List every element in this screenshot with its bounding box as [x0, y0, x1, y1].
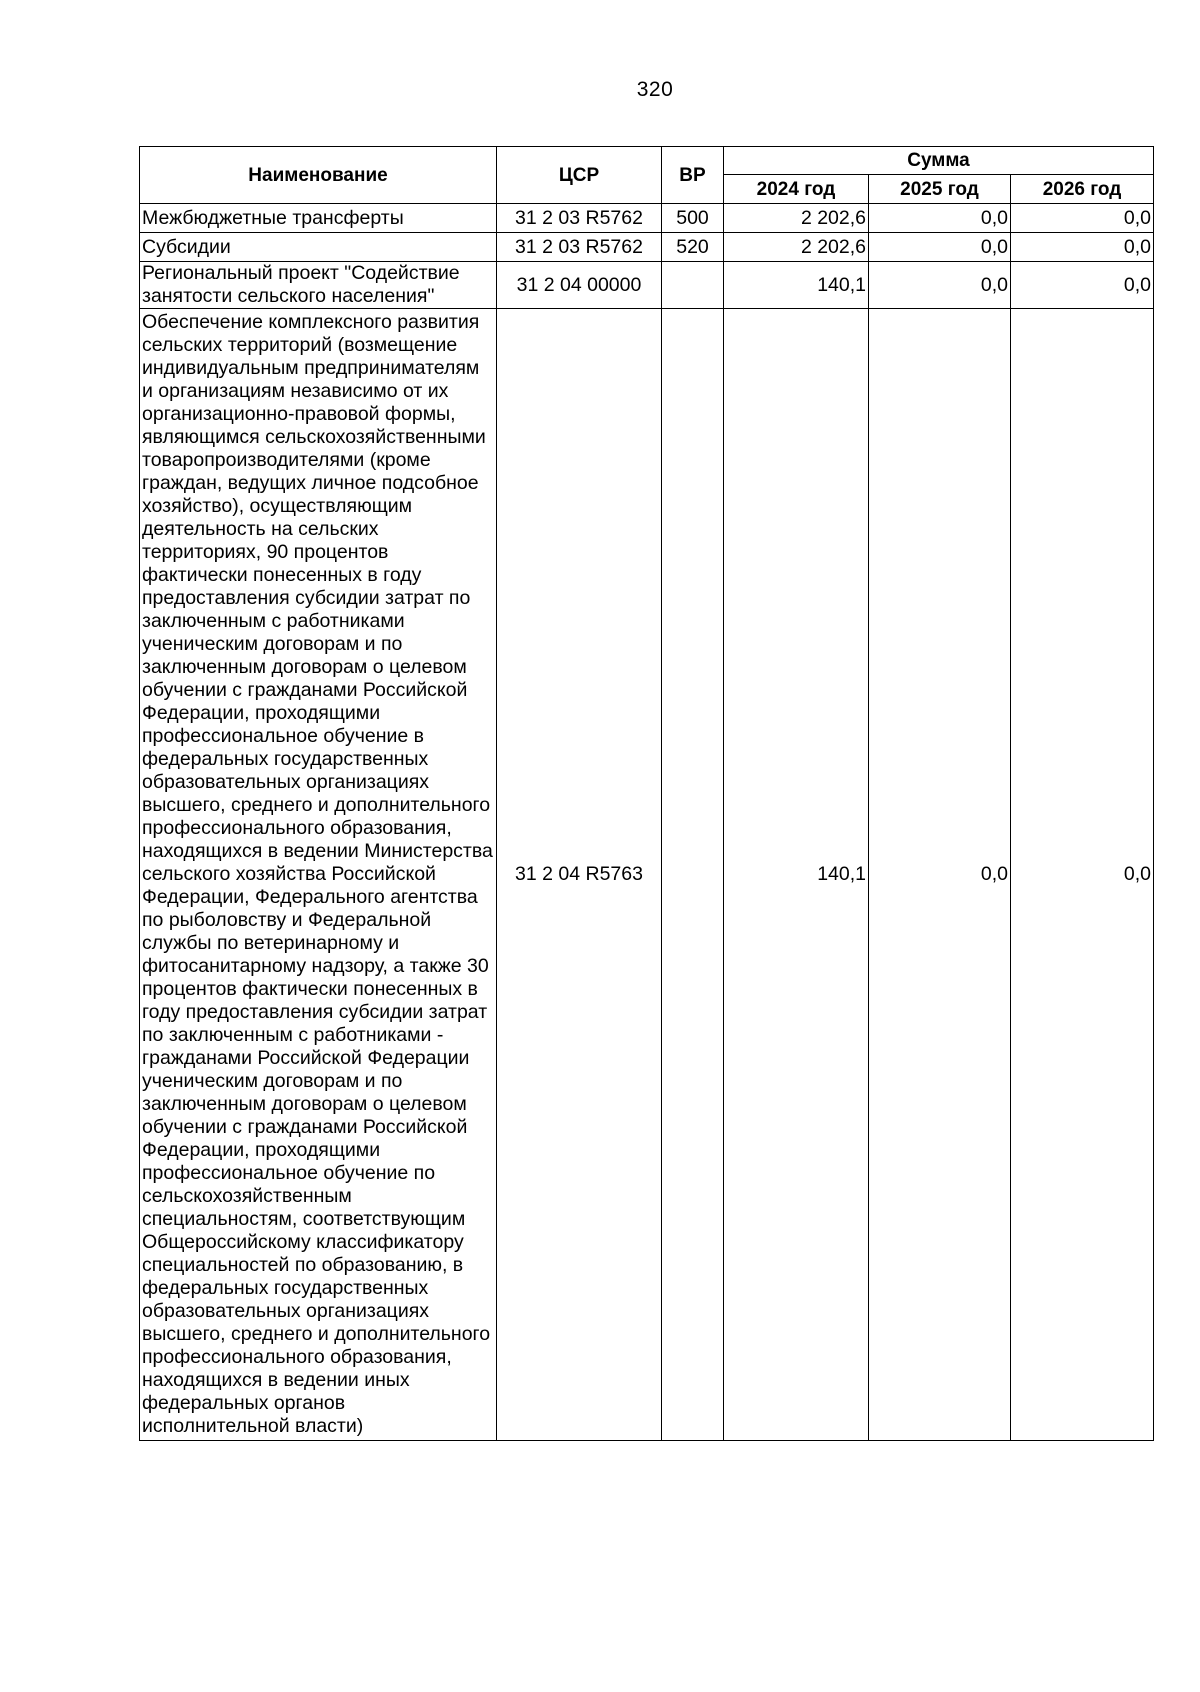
row-vr: 500	[662, 204, 724, 233]
row-name: Межбюджетные трансферты	[140, 204, 497, 233]
row-name: Региональный проект "Содействие занятости сельского населения"	[140, 262, 497, 309]
row-sum-2024: 2 202,6	[724, 204, 869, 233]
header-vr: ВР	[662, 147, 724, 204]
row-sum-2025: 0,0	[869, 204, 1011, 233]
row-sum-2026: 0,0	[1011, 309, 1154, 1441]
budget-table	[139, 146, 1154, 1441]
row-name: Субсидии	[140, 233, 497, 262]
row-sum-2025: 0,0	[869, 309, 1011, 1441]
row-sum-2025: 0,0	[869, 233, 1011, 262]
table-row	[140, 262, 1154, 309]
row-sum-2026: 0,0	[1011, 233, 1154, 262]
table-row	[140, 309, 1154, 1441]
row-sum-2025: 0,0	[869, 262, 1011, 309]
header-csr: ЦСР	[497, 147, 662, 204]
row-name: Обеспечение комплексного развития сельских территорий (возмещение индивидуальным предпринимателям и организациям независимо от их организационно-правовой формы, являющимся сельскохозяйственными товаропроизводителями (кроме граждан, ведущих личное подсобное хозяйство), осуществляющим деятельность на сельских территориях, 90 процентов фактически понесенных в году предоставления субсидии затрат по заключенным с работниками ученическим договорам и по заключенным договорам о целевом обучении с гражданами Российской Федерации, проходящими профессиональное обучение в федеральных государственных образовательных организациях высшего, среднего и дополнительного профессионального образования, находящихся в ведении Министерства сельского хозяйства Российской Федерации, Федерального агентства по рыболовству и Федеральной службы по ветеринарному и фитосанитарному надзору, а также 30 процентов фактически понесенных в году предоставления субсидии затрат по заключенным с работниками - гражданами Российской Федерации ученическим договорам и по заключенным договорам о целевом обучении с гражданами Российской Федерации, проходящими профессиональное обучение по сельскохозяйственным специальностям, соответствующим Общероссийскому классификатору специальностей по образованию, в федеральных государственных образовательных организациях высшего, среднего и дополнительного профессионального образования, находящихся в ведении иных федеральных органов исполнительной власти)	[140, 309, 497, 1441]
header-sum: Сумма	[724, 147, 1154, 175]
header-year-2025: 2025 год	[869, 175, 1011, 204]
table-header	[140, 147, 1154, 204]
header-year-2024: 2024 год	[724, 175, 869, 204]
table-row	[140, 204, 1154, 233]
row-csr: 31 2 03 R5762	[497, 233, 662, 262]
row-csr: 31 2 04 R5763	[497, 309, 662, 1441]
row-sum-2024: 140,1	[724, 309, 869, 1441]
page-number: 320	[636, 78, 674, 101]
row-sum-2024: 2 202,6	[724, 233, 869, 262]
header-year-2026: 2026 год	[1011, 175, 1154, 204]
row-csr: 31 2 04 00000	[497, 262, 662, 309]
row-vr: 520	[662, 233, 724, 262]
row-sum-2026: 0,0	[1011, 204, 1154, 233]
header-name: Наименование	[140, 147, 497, 204]
row-csr: 31 2 03 R5762	[497, 204, 662, 233]
row-sum-2026: 0,0	[1011, 262, 1154, 309]
row-vr	[662, 309, 724, 1441]
row-vr	[662, 262, 724, 309]
table-row	[140, 233, 1154, 262]
row-sum-2024: 140,1	[724, 262, 869, 309]
